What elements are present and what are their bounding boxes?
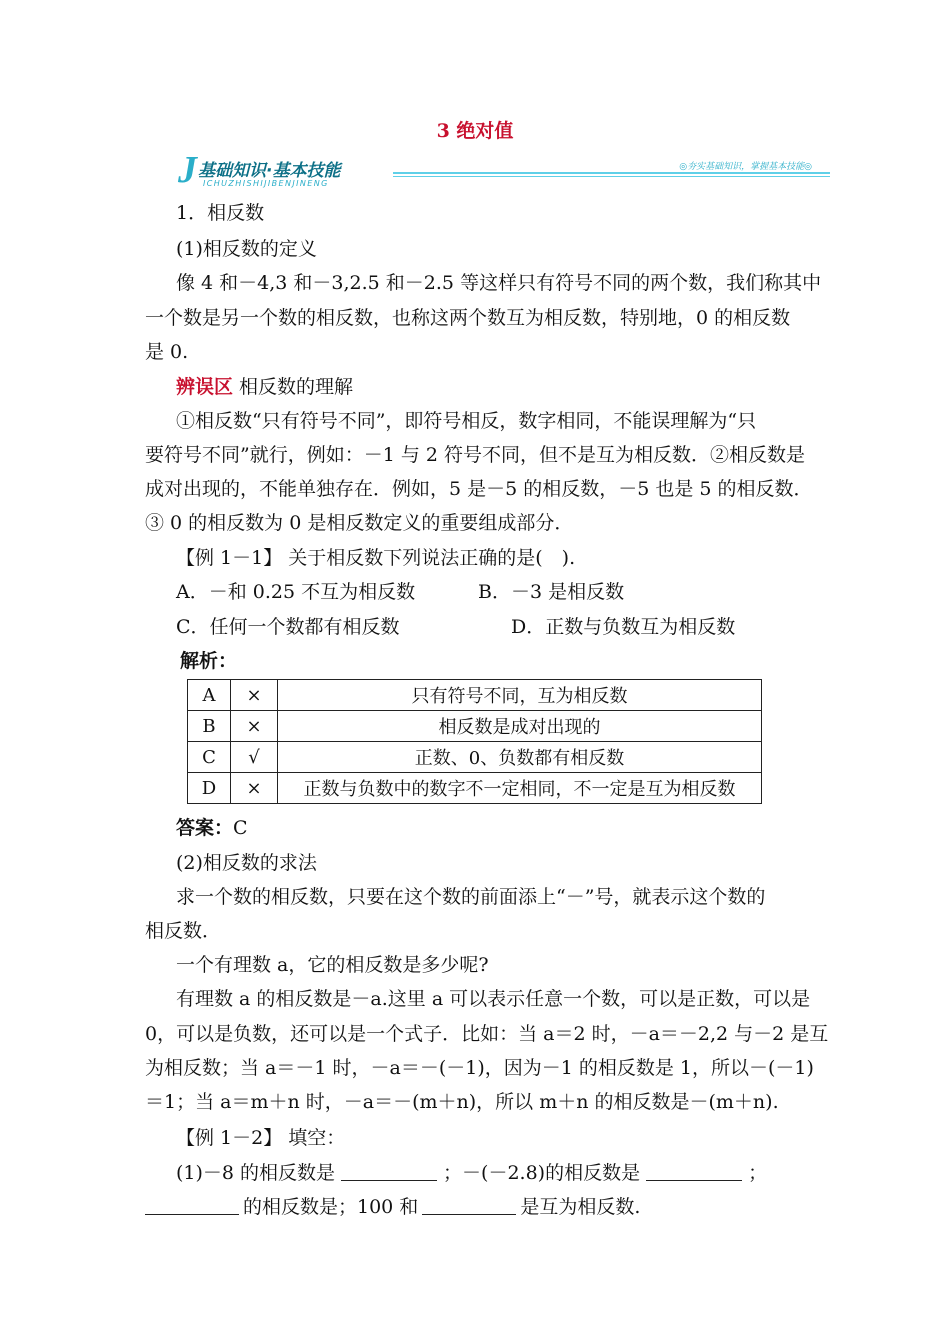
- paragraph-line: 0，可以是负数，还可以是一个式子．比如：当 a＝2 时，－a＝－2,2 与－2 是互: [145, 1023, 829, 1045]
- page-title: 3 绝对值: [436, 120, 514, 142]
- question-text: ；: [748, 1162, 768, 1184]
- option-c: C．任何一个数都有相反数: [176, 616, 400, 638]
- table-row: [188, 742, 762, 773]
- paragraph-line: ＝1；当 a＝m＋n 时，－a＝－(m＋n)，所以 m＋n 的相反数是－(m＋n).: [145, 1091, 779, 1113]
- misconception-heading: [176, 374, 353, 400]
- fill-in-question-2: [145, 1194, 640, 1220]
- table-cell: ×: [231, 680, 278, 711]
- paragraph-line: 要符号不同”就行，例如：－1 与 2 符号不同，但不是互为相反数．②相反数是: [145, 444, 806, 466]
- question-text: 是互为相反数.: [520, 1196, 641, 1218]
- table-cell: 只有符号不同，互为相反数: [278, 680, 762, 711]
- banner-subtitle: ICHUZHISHIJIBENJINENG: [203, 179, 329, 188]
- paragraph-line: 相反数．: [145, 920, 222, 942]
- answer-blank[interactable]: [341, 1160, 437, 1181]
- table-cell: A: [188, 680, 231, 711]
- paragraph-line: 是 0.: [145, 341, 189, 363]
- option-b: B．－3 是相反数: [478, 581, 625, 603]
- banner-logo-letter: J: [178, 149, 197, 191]
- banner-title: 基础知识·基本技能: [198, 161, 341, 181]
- table-row: [188, 711, 762, 742]
- subheading-definition: (1)相反数的定义: [176, 238, 317, 260]
- table-cell: √: [231, 742, 278, 773]
- paragraph-line: 一个有理数 a，它的相反数是多少呢?: [176, 954, 489, 976]
- misconception-title: 相反数的理解: [233, 376, 354, 398]
- paragraph-line: 一个数是另一个数的相反数，也称这两个数互为相反数，特别地，0 的相反数: [145, 307, 791, 329]
- answer-value: C: [233, 817, 248, 839]
- table-row: [188, 680, 762, 711]
- paragraph-line: 求一个数的相反数，只要在这个数的前面添上“－”号，就表示这个数的: [176, 886, 766, 908]
- table-cell: 正数、0、负数都有相反数: [278, 742, 762, 773]
- question-text: ；－(－2.8)的相反数是: [443, 1162, 641, 1184]
- section-banner: [178, 149, 830, 191]
- subheading-method: (2)相反数的求法: [176, 852, 317, 874]
- table-cell: D: [188, 773, 231, 804]
- table-cell: 正数与负数中的数字不一定相同，不一定是互为相反数: [278, 773, 762, 804]
- paragraph-line: ③ 0 的相反数为 0 是相反数定义的重要组成部分．: [145, 512, 574, 534]
- question-text: 的相反数是；100 和: [243, 1196, 419, 1218]
- analysis-label: 解析：: [180, 650, 238, 672]
- fill-in-question-1: [176, 1160, 767, 1186]
- table-row: [188, 773, 762, 804]
- answer-line: [176, 815, 248, 841]
- table-cell: C: [188, 742, 231, 773]
- paragraph-line: 成对出现的，不能单独存在．例如，5 是－5 的相反数，－5 也是 5 的相反数．: [145, 478, 813, 500]
- answer-blank[interactable]: [646, 1160, 742, 1181]
- analysis-table: [187, 679, 762, 804]
- paragraph-line: ①相反数“只有符号不同”，即符号相反，数字相同，不能误理解为“只: [176, 410, 757, 432]
- example-2-label: 【例 1－2】 填空：: [176, 1127, 346, 1149]
- option-d: D．正数与负数互为相反数: [511, 616, 736, 638]
- answer-blank[interactable]: [145, 1194, 239, 1215]
- table-cell: 相反数是成对出现的: [278, 711, 762, 742]
- question-text: (1)－8 的相反数是: [176, 1162, 336, 1184]
- table-cell: ×: [231, 711, 278, 742]
- banner-divider-thin: [393, 176, 830, 177]
- paragraph-line: 有理数 a 的相反数是－a.这里 a 可以表示任意一个数，可以是正数，可以是: [176, 988, 811, 1010]
- answer-label: 答案：: [176, 817, 234, 839]
- paragraph-line: 像 4 和－4,3 和－3,2.5 和－2.5 等这样只有符号不同的两个数，我们称其中: [176, 272, 822, 294]
- example-1-label: 【例 1－1】 关于相反数下列说法正确的是( ).: [176, 547, 576, 569]
- answer-blank[interactable]: [422, 1194, 516, 1215]
- banner-divider: [393, 172, 830, 174]
- banner-slogan: ◎夯实基础知识，掌握基本技能◎: [679, 162, 812, 172]
- misconception-label: 辨误区: [176, 376, 234, 398]
- table-cell: B: [188, 711, 231, 742]
- paragraph-line: 为相反数；当 a＝－1 时，－a＝－(－1)，因为－1 的相反数是 1，所以－(－1): [145, 1057, 814, 1079]
- option-a: A．－和 0.25 不互为相反数: [176, 581, 416, 603]
- section-heading: 1．相反数: [176, 202, 265, 224]
- table-cell: ×: [231, 773, 278, 804]
